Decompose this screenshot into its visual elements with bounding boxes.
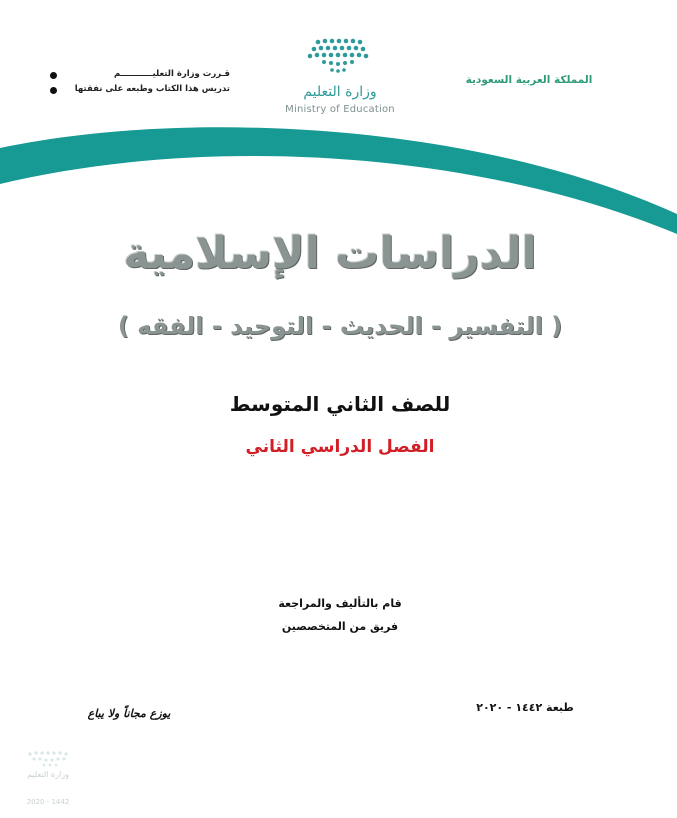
ministry-note-1: قـررت وزارة التعليـــــــــــم bbox=[113, 69, 230, 79]
credits-line-1: قام بالتأليف والمراجعة bbox=[278, 597, 402, 610]
credits-line-2: فريق من المتخصصين bbox=[281, 620, 399, 633]
ministry-name-en: Ministry of Education bbox=[285, 104, 395, 115]
watermark-year: 2020 - 1442 bbox=[26, 798, 70, 806]
watermark-text: وزارة التعليم bbox=[27, 770, 69, 779]
swoosh-band bbox=[0, 118, 677, 238]
book-subtitle: ( التفسير - الحديث - التوحيد - الفقه ) bbox=[117, 312, 563, 340]
edition-label: طبعة ١٤٤٢ - ٢٠٢٠ bbox=[476, 701, 574, 714]
bullet-icon bbox=[50, 87, 57, 94]
kingdom-label: المملكة العربية السعودية bbox=[465, 74, 593, 86]
bullet-icon bbox=[50, 72, 57, 79]
book-title: الدراسات الإسلامية bbox=[123, 228, 537, 279]
term-label: الفصل الدراسي الثاني bbox=[245, 437, 435, 457]
free-distribution-label: يوزع مجاناً ولا يباع bbox=[87, 707, 171, 720]
ministry-note-2: تدريس هذا الكتاب وطبعه على نفقتها bbox=[74, 84, 230, 94]
grade-label: للصف الثاني المتوسط bbox=[229, 392, 451, 416]
ministry-name-ar: وزارة التعليم bbox=[303, 84, 377, 100]
